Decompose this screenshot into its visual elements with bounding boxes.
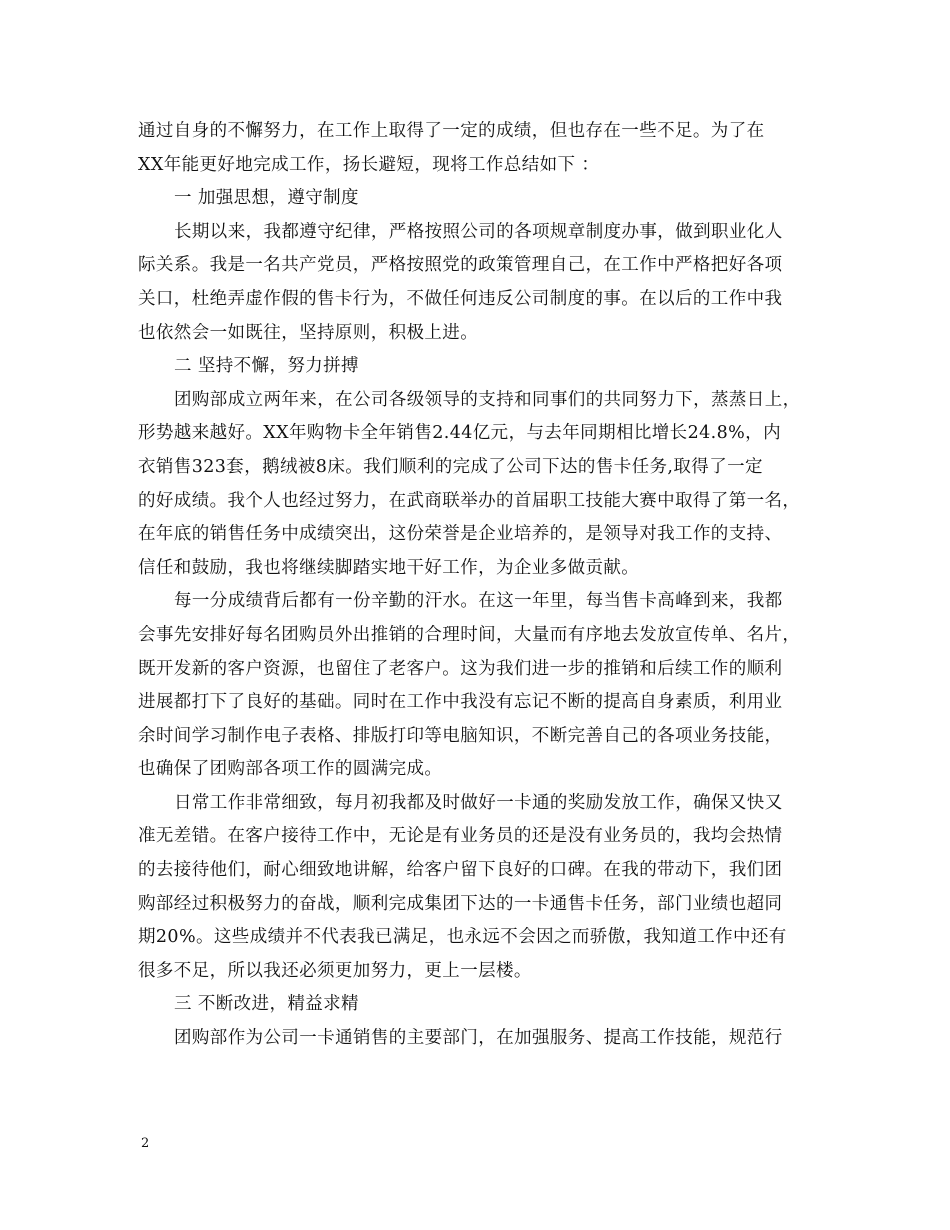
text-line: 既开发新的客户资源，也留住了老客户。这为我们进一步的推销和后续工作的顺利 — [138, 658, 783, 679]
text-line: 进展都打下了良好的基础。同时在工作中我没有忘记不断的提高自身素质，利用业 — [138, 692, 783, 713]
text-line: 际关系。我是一名共产党员，严格按照党的政策管理自己，在工作中严格把好各项 — [138, 255, 783, 276]
text-line: 团购部作为公司一卡通销售的主要部门，在加强服务、提高工作技能，规范行 — [174, 1028, 783, 1049]
text-line: 准无差错。在客户接待工作中，无论是有业务员的还是没有业务员的，我均会热情 — [138, 826, 783, 847]
text-line: 购部经过积极努力的奋战，顺利完成集团下达的一卡通售卡任务，部门业绩也超同 — [138, 893, 783, 914]
text-line: 期20%。这些成绩并不代表我已满足，也永远不会因之而骄傲，我知道工作中还有 — [138, 927, 787, 948]
text-line: XX年能更好地完成工作，扬长避短，现将工作总结如下 ： — [138, 154, 600, 175]
text-line: 二 坚持不懈，努力拼搏 — [174, 356, 359, 377]
text-line: 也依然会一如既往，坚持原则，积极上进。 — [138, 322, 479, 343]
text-line: 在年底的销售任务中成绩突出，这份荣誉是企业培养的，是领导对我工作的支持、 — [138, 524, 783, 545]
text-line: 很多不足，所以我还必须更加努力，更上一层楼。 — [138, 960, 532, 981]
text-line: 三 不断改进，精益求精 — [174, 994, 359, 1015]
text-line: 日常工作非常细致，每月初我都及时做好一卡通的奖励发放工作，确保又快又 — [174, 792, 783, 813]
text-line: 衣销售323套，鹅绒被8床。我们顺利的完成了公司下达的售卡任务,取得了一定 — [138, 456, 763, 477]
text-line: 的好成绩。我个人也经过努力，在武商联举办的首届职工技能大赛中取得了第一名， — [138, 490, 801, 511]
page-number: 2 — [141, 1136, 150, 1151]
text-line: 通过自身的不懈努力，在工作上取得了一定的成绩，但也存在一些不足。为了在 — [138, 121, 765, 141]
text-line: 长期以来，我都遵守纪律，严格按照公司的各项规章制度办事，做到职业化人 — [174, 221, 783, 242]
text-line: 也确保了团购部各项工作的圆满完成。 — [138, 759, 443, 780]
text-line: 一 加强思想，遵守制度 — [174, 188, 359, 209]
text-line: 关口，杜绝弄虚作假的售卡行为，不做任何违反公司制度的事。在以后的工作中我 — [138, 288, 783, 309]
text-line: 余时间学习制作电子表格、排版打印等电脑知识，不断完善自己的各项业务技能， — [138, 725, 783, 746]
text-line: 信任和鼓励，我也将继续脚踏实地干好工作，为企业多做贡献。 — [138, 557, 640, 578]
text-line: 形势越来越好。XX年购物卡全年销售2.44亿元，与去年同期相比增长24.8%，内 — [138, 423, 781, 444]
text-line: 每一分成绩背后都有一份辛勤的汗水。在这一年里，每当售卡高峰到来，我都 — [174, 591, 783, 612]
text-line: 会事先安排好每名团购员外出推销的合理时间，大量而有序地去发放宣传单、名片， — [138, 624, 801, 645]
document-body — [138, 115, 818, 1056]
text-line: 团购部成立两年来，在公司各级领导的支持和同事们的共同努力下，蒸蒸日上， — [174, 389, 801, 410]
text-line: 的去接待他们，耐心细致地讲解，给客户留下良好的口碑。在我的带动下，我们团 — [138, 860, 783, 881]
